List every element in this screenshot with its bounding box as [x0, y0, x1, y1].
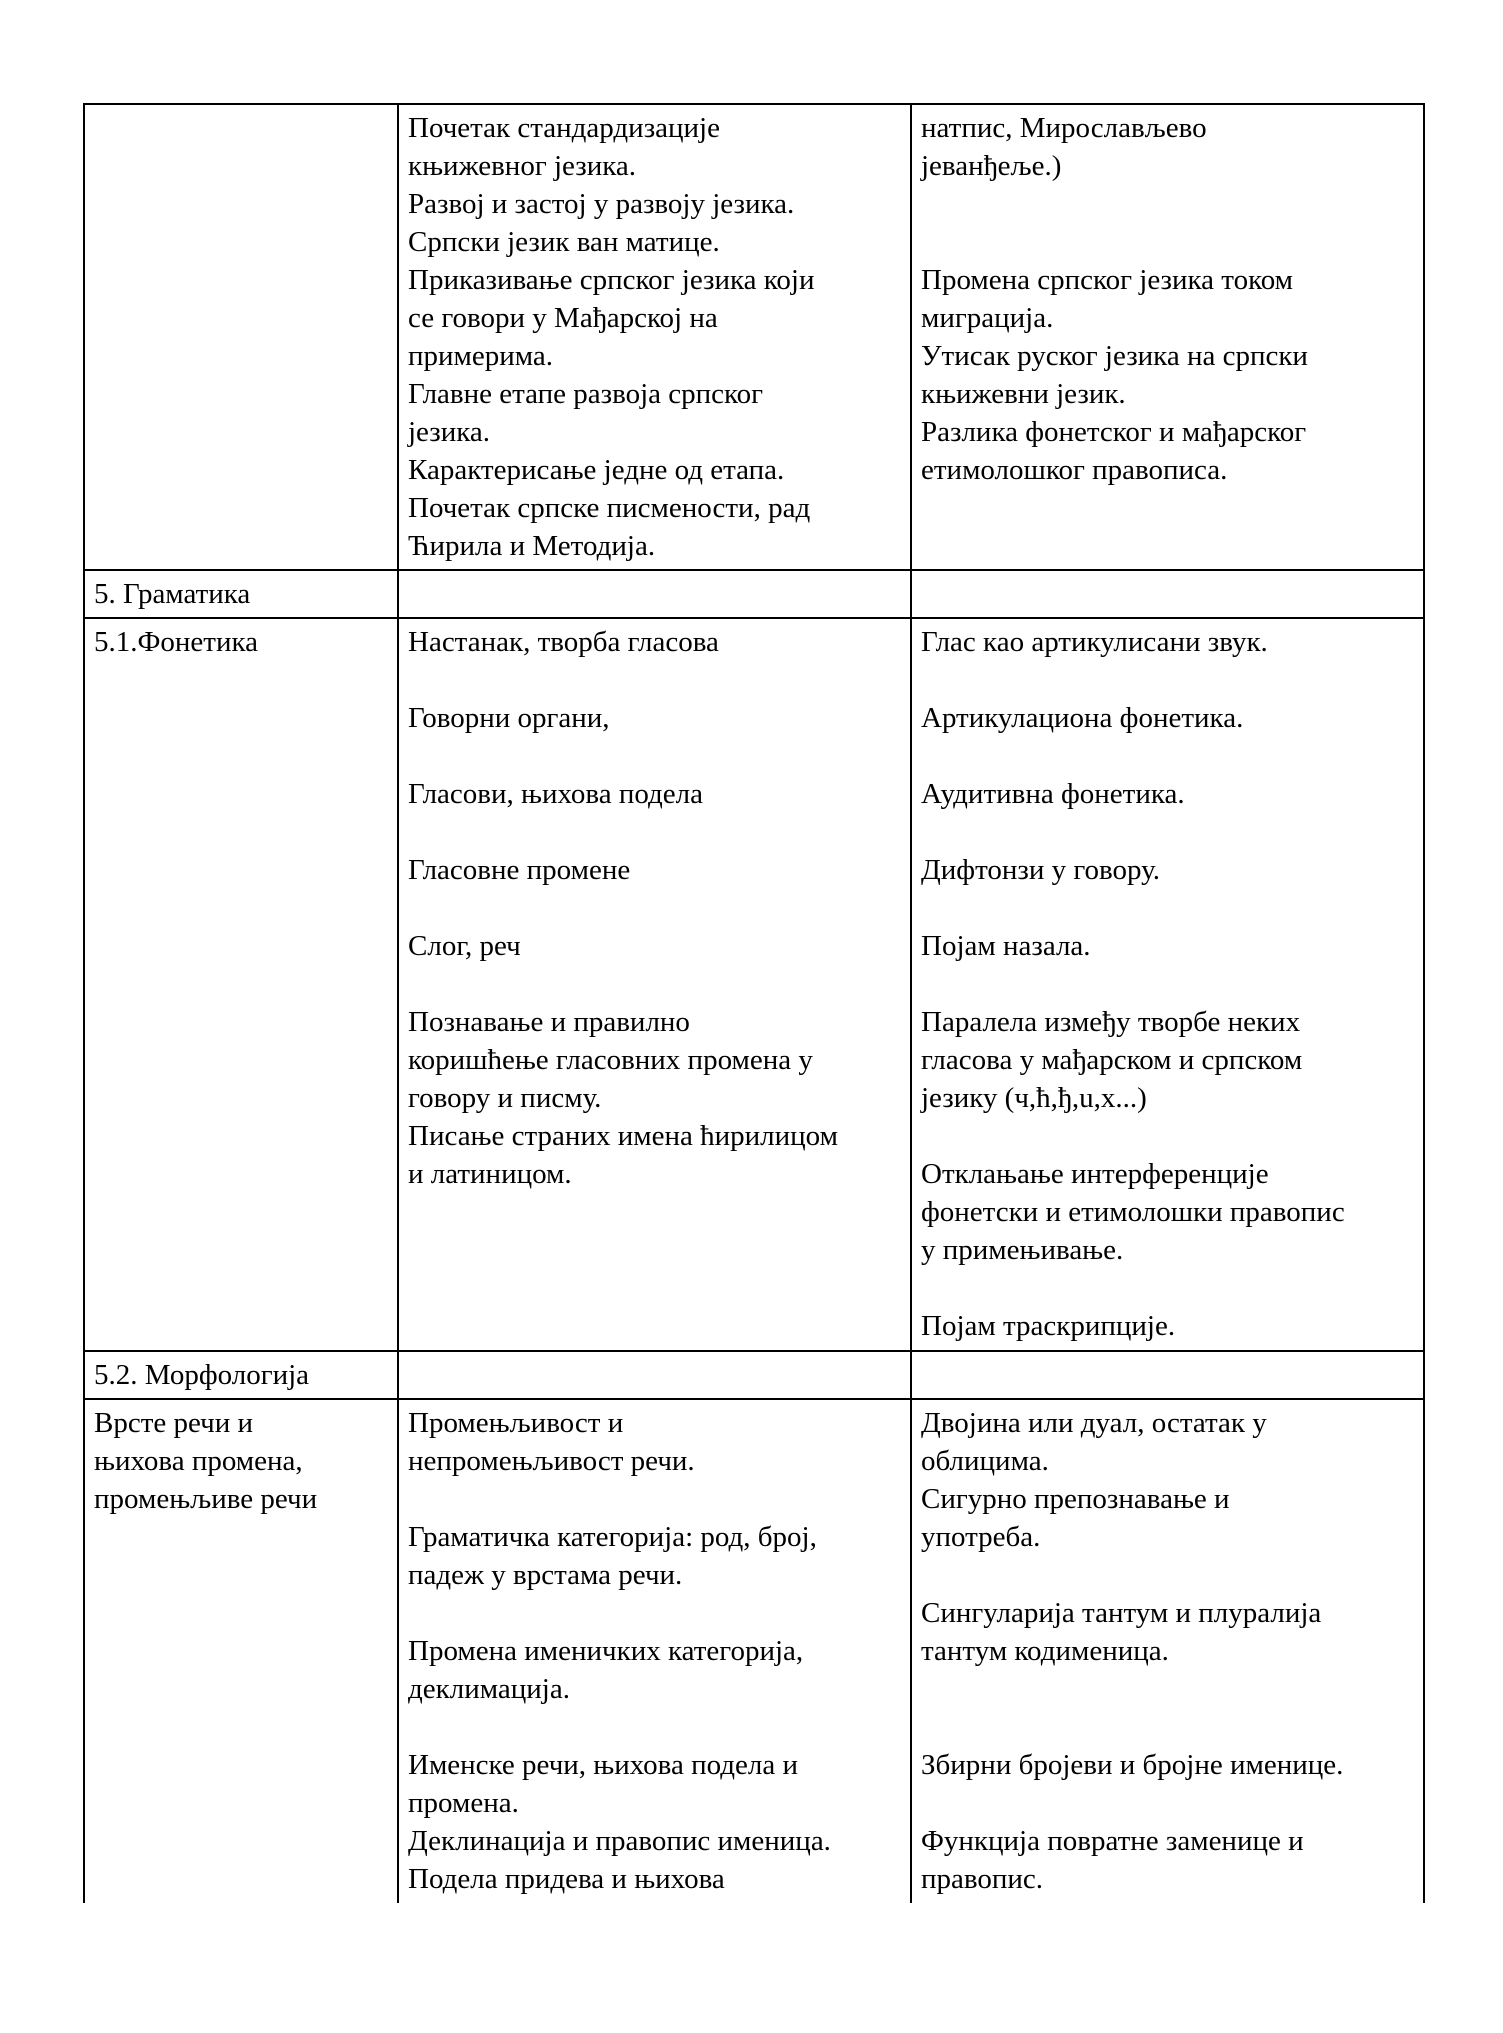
table-cell-content [398, 104, 911, 570]
table-cell-notes [911, 618, 1424, 1351]
blank-line [408, 1708, 904, 1746]
cell-paragraph: Слог, реч [408, 930, 521, 962]
table-cell-notes [911, 570, 1424, 618]
cell-paragraph: Функција повратне заменице и правопис. [921, 1825, 1304, 1895]
table-cell-notes [911, 1399, 1424, 1903]
cell-paragraph: Сингуларија тантум и плуралија тантум кодименица. [921, 1597, 1322, 1667]
table-row [84, 618, 1424, 1351]
table-row [84, 104, 1424, 570]
blank-line [921, 1784, 1417, 1822]
cell-paragraph: Двојина или дуал, остатак у облицима. Сигурно препознавање и употреба. [921, 1407, 1267, 1553]
cell-paragraph: Промењљивост и непромењљивост речи. [408, 1407, 695, 1477]
table-cell-topic [84, 1351, 398, 1399]
table-cell-topic [84, 570, 398, 618]
blank-line [408, 813, 904, 851]
blank-line [921, 1269, 1417, 1307]
cell-paragraph: Артикулациона фонетика. [921, 702, 1244, 734]
blank-line [921, 889, 1417, 927]
blank-line [921, 1670, 1417, 1708]
table-cell-notes [911, 104, 1424, 570]
cell-paragraph: Гласовне промене [408, 854, 631, 886]
cell-paragraph: Именске речи, њихова подела и промена. Деклинација и правопис именица. Подела придева и њихова [408, 1749, 831, 1895]
table-cell-notes [911, 1351, 1424, 1399]
cell-paragraph: Познавање и правилно коришћење гласовних промена у говору и писму. Писање страних имена ћирилицом и латиницом. [408, 1006, 838, 1190]
blank-line [921, 965, 1417, 1003]
cell-paragraph: 5. Граматика [94, 578, 251, 610]
blank-line [408, 889, 904, 927]
cell-paragraph: Појам траскрипције. [921, 1310, 1176, 1342]
cell-paragraph: Појам назала. [921, 930, 1091, 962]
curriculum-table [83, 103, 1425, 1903]
table-cell-topic [84, 1399, 398, 1903]
blank-line [408, 965, 904, 1003]
blank-line [921, 1117, 1417, 1155]
table-row [84, 570, 1424, 618]
blank-line [921, 1556, 1417, 1594]
cell-paragraph: 5.2. Морфологија [94, 1359, 310, 1391]
blank-line [921, 661, 1417, 699]
blank-line [408, 737, 904, 775]
cell-paragraph: Настанак, творба гласова [408, 626, 719, 658]
blank-line [921, 813, 1417, 851]
blank-line [408, 661, 904, 699]
blank-line [921, 737, 1417, 775]
table-row [84, 1399, 1424, 1903]
blank-line [408, 1480, 904, 1518]
cell-paragraph: Промена српског језика током миграција. Утисак руског језика на српски књижевни језик. Разлика фонетског и мађарског етимолошког правописа. [921, 264, 1308, 486]
blank-line [921, 185, 1417, 223]
table-row [84, 1351, 1424, 1399]
table-body [84, 104, 1424, 1903]
cell-paragraph: Збирни бројеви и бројне именице. [921, 1749, 1344, 1781]
blank-line [408, 1594, 904, 1632]
cell-paragraph: Гласови, њихова подела [408, 778, 703, 810]
table-cell-content [398, 618, 911, 1351]
table-cell-topic [84, 618, 398, 1351]
table-cell-content [398, 570, 911, 618]
blank-line [921, 223, 1417, 261]
table-cell-content [398, 1399, 911, 1903]
blank-line [921, 1708, 1417, 1746]
cell-paragraph: Граматичка категорија: род, број, падеж у врстама речи. [408, 1521, 817, 1591]
cell-paragraph: Почетак стандардизације књижевног језика. Развој и застој у развоју језика. Српски језик ван матице. Приказивање српског језика који се говори у Мађарској на примерима. Главне етапе развоја српског језика. Карактерисање једне од етапа. Почетак српске писмености, рад Ћирила и Методија. [408, 112, 815, 562]
cell-paragraph: натпис, Мирослављево јеванђеље.) [921, 112, 1207, 182]
cell-paragraph: Паралела између творбе неких гласова у мађарском и српском језику (ч,ћ,ђ,u,x...) [921, 1006, 1303, 1114]
cell-paragraph: Говорни органи, [408, 702, 610, 734]
table-cell-content [398, 1351, 911, 1399]
cell-paragraph: Аудитивна фонетика. [921, 778, 1185, 810]
cell-paragraph: Глас као артикулисани звук. [921, 626, 1268, 658]
cell-paragraph: Промена именичких категорија, деклимација. [408, 1635, 804, 1705]
table-cell-topic [84, 104, 398, 570]
cell-paragraph: Отклањање интерференције фонетски и етимолошки правопис у примењивање. [921, 1158, 1345, 1266]
cell-paragraph: Дифтонзи у говору. [921, 854, 1161, 886]
cell-paragraph: 5.1.Фонетика [94, 626, 259, 658]
cell-paragraph: Врсте речи и њихова промена, промењљиве речи [94, 1407, 318, 1515]
